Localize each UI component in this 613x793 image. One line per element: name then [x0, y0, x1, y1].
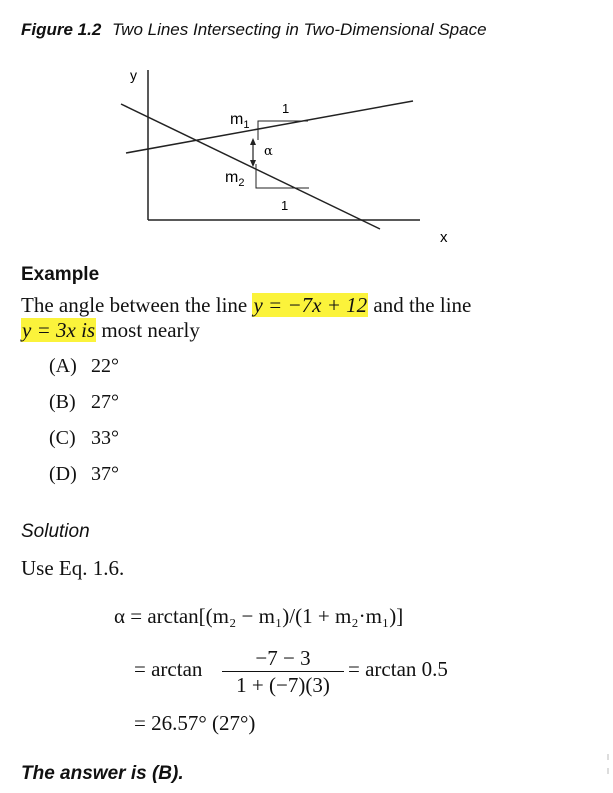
equation-fraction [222, 646, 344, 697]
figure-caption [21, 20, 487, 40]
page-edge-mark [606, 754, 610, 776]
slope-triangle-m2 [256, 164, 309, 188]
line-m2 [121, 104, 380, 229]
choice-b: (B) 27° [49, 391, 119, 413]
fraction-denominator: 1 + (−7)(3) [236, 673, 330, 697]
highlighted-equation-1: y = −7x + 12 [253, 293, 368, 317]
highlighted-equation-2: y = 3x is [22, 318, 96, 342]
angle-arrow-head-up [250, 138, 256, 145]
run-label-m1: 1 [282, 101, 290, 116]
figure-number: Figure 1.2 [21, 20, 102, 39]
fraction-numerator: −7 − 3 [255, 646, 311, 670]
equation-line-1: α = arctan[(m₂ − m₁)/(1 + m₂·m₁)] [114, 604, 404, 628]
alpha-label: α [264, 144, 273, 159]
run-label-m2: 1 [281, 198, 289, 213]
equation-line-3: = 26.57° (27°) [134, 711, 256, 735]
choice-d: (D) 37° [49, 463, 119, 485]
x-axis-label: x [440, 229, 448, 246]
choice-a: (A) 22° [49, 355, 119, 377]
intersecting-lines-diagram [0, 60, 613, 260]
answer-statement: The answer is (B). [21, 763, 184, 784]
problem-stem-line-1: The angle between the line y = −7x + 12 and the line [21, 293, 472, 317]
use-equation-text: Use Eq. 1.6. [21, 556, 125, 580]
m1-label: $m_1$ [230, 111, 250, 131]
y-axis-label: y [130, 67, 137, 83]
problem-stem-line-2: y = 3x is most nearly [22, 318, 200, 342]
equation-line-2-suffix: = arctan 0.5 [348, 657, 448, 681]
solution-heading: Solution [21, 521, 90, 542]
example-heading: Example [21, 264, 100, 285]
equation-line-2-prefix: = arctan [134, 657, 203, 681]
figure-title: Two Lines Intersecting in Two-Dimensional Space [112, 20, 487, 39]
choice-c: (C) 33° [49, 427, 119, 449]
m2-label: $m_2$ [225, 169, 245, 189]
fraction-bar [222, 671, 344, 672]
